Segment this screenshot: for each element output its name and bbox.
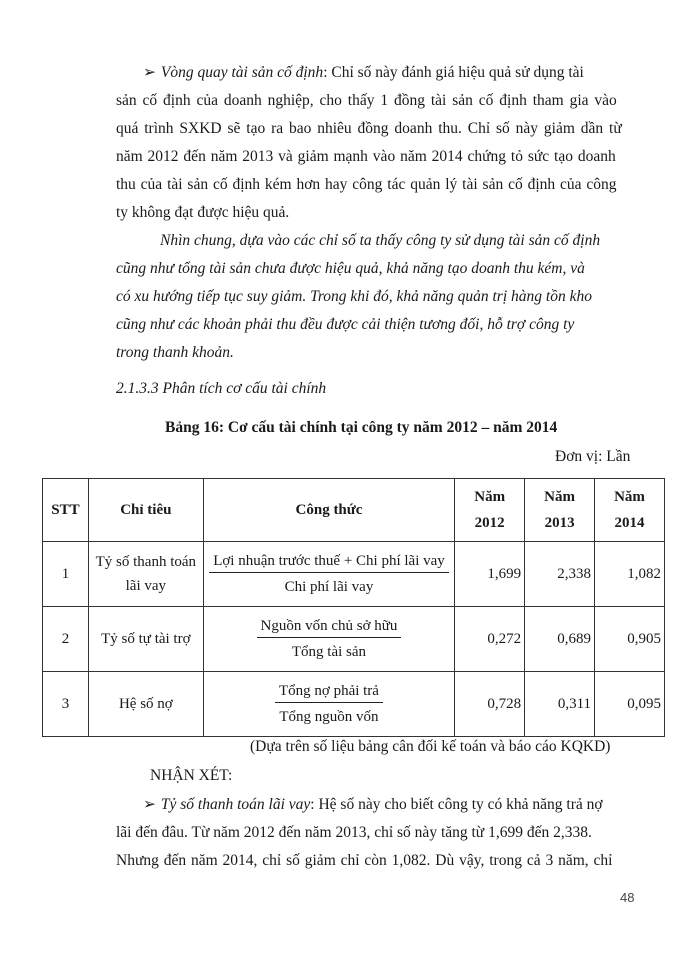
paragraph-text: sản cố định của doanh nghiệp, cho thấy 1 đồng tài sản cố định tham gia vào: [116, 92, 617, 109]
paragraph-text: trong thanh khoản.: [116, 344, 234, 361]
formula-fraction: [209, 553, 449, 596]
paragraph-text: Nhưng đến năm 2014, chỉ số giảm chỉ còn 1,082. Dù vậy, trong cả 3 năm, chỉ: [116, 852, 613, 869]
row-formula: [203, 542, 454, 607]
paragraph-text: năm 2012 đến năm 2013 và giảm mạnh vào năm 2014 chứng tỏ sức tạo doanh: [116, 148, 616, 165]
arrow-bullet-icon: ➢: [143, 64, 156, 81]
formula-denominator: Tổng tài sản: [291, 643, 367, 660]
value-2012: 0,728: [455, 672, 525, 737]
table-source-note: (Dựa trên số liệu bảng cân đối kế toán và báo cáo KQKD): [250, 738, 611, 755]
header-year-2012: Năm 2012: [455, 479, 525, 542]
formula-denominator: Tổng nguồn vốn: [279, 708, 379, 725]
paragraph-text: cũng như các khoản phải thu đều được cải thiện tương đối, hỗ trợ công ty: [116, 316, 575, 333]
paragraph-text: ty không đạt được hiệu quả.: [116, 204, 290, 221]
value-2014: 0,095: [595, 672, 665, 737]
table-row: [43, 542, 665, 607]
formula-denominator: Chi phí lãi vay: [284, 578, 374, 595]
header-indicator: Chỉ tiêu: [88, 479, 203, 542]
table-row: [43, 672, 665, 737]
row-indicator: Tỷ số thanh toán lãi vay: [88, 542, 203, 607]
row-stt: 1: [43, 542, 89, 607]
value-2012: 0,272: [455, 607, 525, 672]
paragraph-text: quá trình SXKD sẽ tạo ra bao nhiêu đồng doanh thu. Chỉ số này giảm dần từ: [116, 120, 622, 137]
term-fixed-asset-turnover: Vòng quay tài sản cố định: [160, 64, 324, 81]
financial-structure-table: [42, 478, 665, 737]
page-number: 48: [620, 890, 635, 905]
table-header-row: [43, 479, 665, 542]
term-interest-coverage: Tỷ số thanh toán lãi vay: [160, 796, 311, 813]
section-heading: 2.1.3.3 Phân tích cơ cấu tài chính: [116, 380, 327, 397]
bullet-fixed-asset-turnover: [143, 63, 584, 83]
formula-numerator: Nguồn vốn chủ sở hữu: [257, 618, 402, 638]
formula-numerator: Tổng nợ phải trả: [275, 683, 383, 703]
value-2014: 1,082: [595, 542, 665, 607]
header-stt: STT: [43, 479, 89, 542]
row-indicator: Hệ số nợ: [88, 672, 203, 737]
row-formula: [203, 672, 454, 737]
value-2013: 2,338: [525, 542, 595, 607]
header-formula: Công thức: [203, 479, 454, 542]
row-stt: 3: [43, 672, 89, 737]
header-year-2013: Năm 2013: [525, 479, 595, 542]
bullet-interest-coverage: [143, 795, 603, 815]
paragraph-text: : Chỉ số này đánh giá hiệu quả sử dụng tài: [323, 64, 584, 81]
remarks-heading: NHẬN XÉT:: [150, 767, 233, 784]
formula-numerator: Lợi nhuận trước thuế + Chi phí lãi vay: [209, 553, 449, 573]
paragraph-text: thu của tài sản cố định kém hơn hay công tác quản lý tài sản cố định của công: [116, 176, 617, 193]
formula-fraction: [275, 683, 383, 726]
row-formula: [203, 607, 454, 672]
table-row: [43, 607, 665, 672]
row-indicator: Tỷ số tự tài trợ: [88, 607, 203, 672]
paragraph-text: có xu hướng tiếp tục suy giảm. Trong khi đó, khả năng quản trị hàng tồn kho: [116, 288, 592, 305]
table-caption: Bảng 16: Cơ cấu tài chính tại công ty năm 2012 – năm 2014: [165, 419, 558, 436]
value-2013: 0,689: [525, 607, 595, 672]
header-year-2014: Năm 2014: [595, 479, 665, 542]
value-2012: 1,699: [455, 542, 525, 607]
paragraph-text: lãi đến đâu. Từ năm 2012 đến năm 2013, chỉ số này tăng từ 1,699 đến 2,338.: [116, 824, 592, 841]
paragraph-text: : Hệ số này cho biết công ty có khả năng trả nợ: [310, 796, 603, 813]
paragraph-text: Nhìn chung, dựa vào các chỉ số ta thấy công ty sử dụng tài sản cố định: [160, 232, 601, 249]
value-2013: 0,311: [525, 672, 595, 737]
paragraph-text: cũng như tổng tài sản chưa được hiệu quả, khả năng tạo doanh thu kém, và: [116, 260, 585, 277]
table-unit: Đơn vị: Lần: [555, 448, 631, 465]
row-stt: 2: [43, 607, 89, 672]
value-2014: 0,905: [595, 607, 665, 672]
arrow-bullet-icon: ➢: [143, 796, 156, 813]
formula-fraction: [257, 618, 402, 661]
